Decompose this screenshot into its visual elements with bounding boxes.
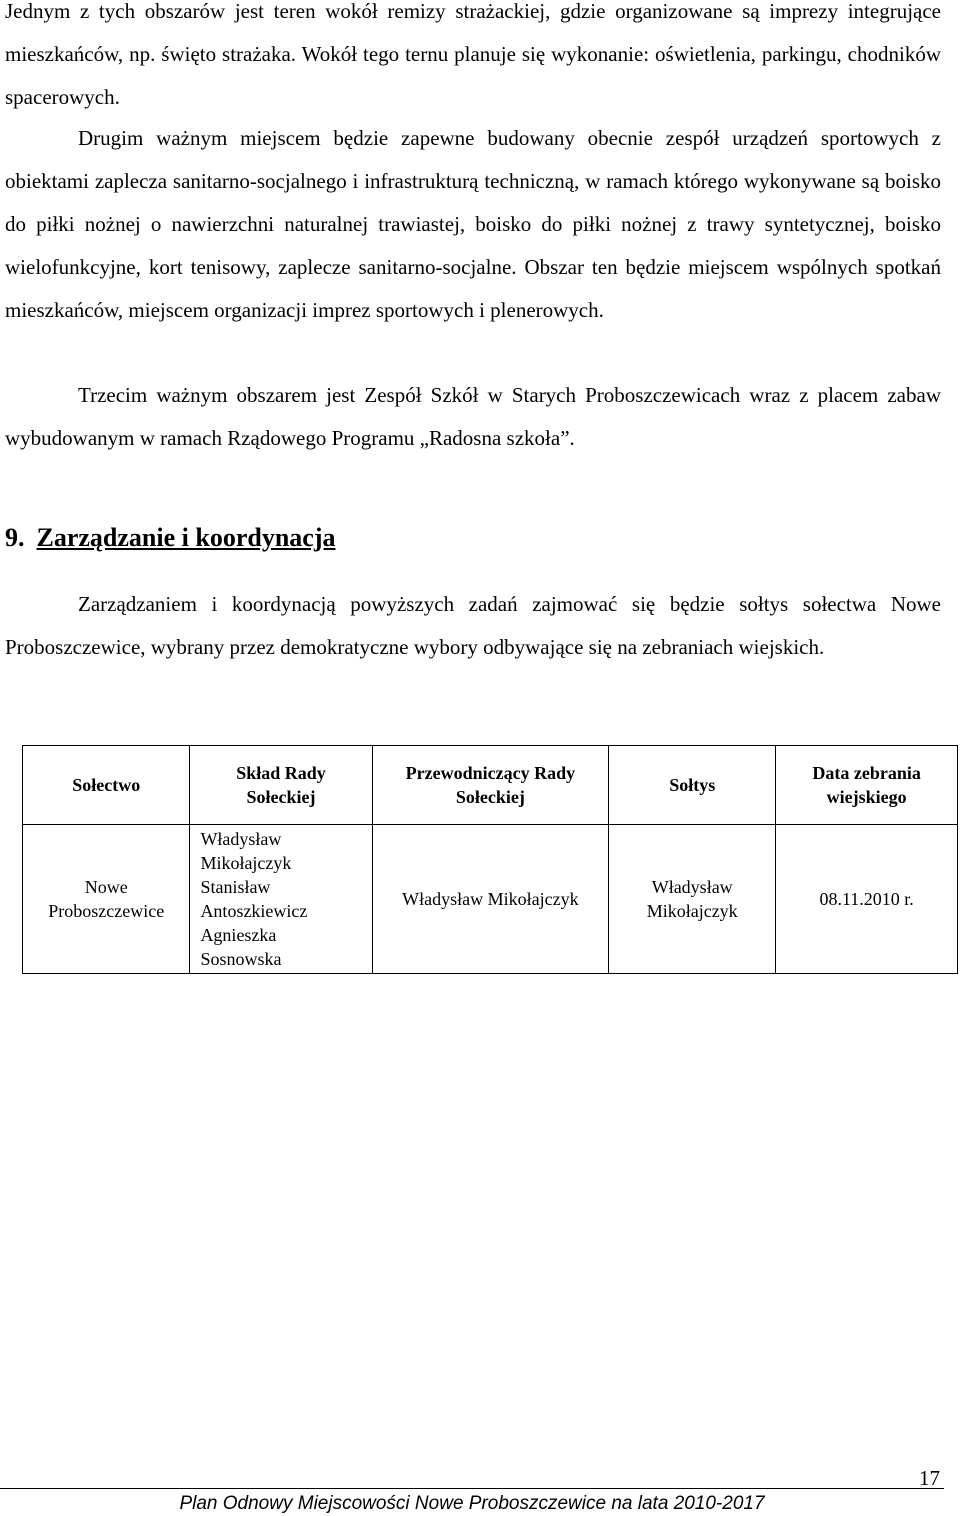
cell-sklad-rady: Władysław Mikołajczyk Stanisław Antoszkiewicz Agnieszka Sosnowska (190, 825, 372, 974)
header-sklad-rady: Skład Rady Sołeckiej (190, 746, 372, 825)
paragraph-sports-complex: Drugim ważnym miejscem będzie zapewne budowany obecnie zespół urządzeń sportowych z obiektami zaplecza sanitarno-socjalnego i infrastrukturą techniczną, w ramach którego wykonywane są boisko do piłki nożnej o nawierzchni naturalnej trawiastej, boisko do piłki nożnej z trawy syntetycznej, boisko wielofunkcyjne, kort tenisowy, zaplecze sanitarno-socjalne. Obszar ten będzie miejscem wspólnych spotkań mieszkańców, miejscem organizacji imprez sportowych i plenerowych. (5, 126, 941, 322)
cell-solectwo: Nowe Proboszczewice (23, 825, 190, 974)
table-header-row (23, 746, 958, 825)
paragraph-school-playground: Trzecim ważnym obszarem jest Zespół Szkół w Starych Proboszczewicach wraz z placem zabaw wybudowanym w ramach Rządowego Programu „Radosna szkoła”. (5, 383, 941, 450)
header-soltys: Sołtys (609, 746, 776, 825)
paragraph-management: Zarządzaniem i koordynacją powyższych zadań zajmować się będzie sołtys sołectwa Nowe Proboszczewice, wybrany przez demokratyczne wybory odbywające się na zebraniach wiejskich. (5, 592, 941, 659)
header-przewodniczacy: Przewodniczący Rady Sołeckiej (372, 746, 609, 825)
header-data-zebrania: Data zebrania wiejskiego (776, 746, 958, 825)
section-heading (5, 520, 336, 556)
cell-data-zebrania: 08.11.2010 r. (776, 825, 958, 974)
cell-soltys: Władysław Mikołajczyk (609, 825, 776, 974)
footer-title: Plan Odnowy Miejscowości Nowe Proboszczewice na lata 2010-2017 (179, 1493, 765, 1514)
village-council-table (22, 745, 958, 974)
section-number: 9. (5, 523, 25, 552)
header-solectwo: Sołectwo (23, 746, 190, 825)
footer-divider (0, 1488, 944, 1489)
paragraph-fire-station-area: Jednym z tych obszarów jest teren wokół remizy strażackiej, gdzie organizowane są imprezy integrujące mieszkańców, np. święto strażaka. Wokół tego ternu planuje się wykonanie: oświetlenia, parkingu, chodników spacerowych. (5, 0, 941, 109)
cell-przewodniczacy: Władysław Mikołajczyk (372, 825, 609, 974)
table-row (23, 825, 958, 974)
page-number: 17 (919, 1466, 940, 1490)
section-title: Zarządzanie i koordynacja (36, 523, 336, 552)
